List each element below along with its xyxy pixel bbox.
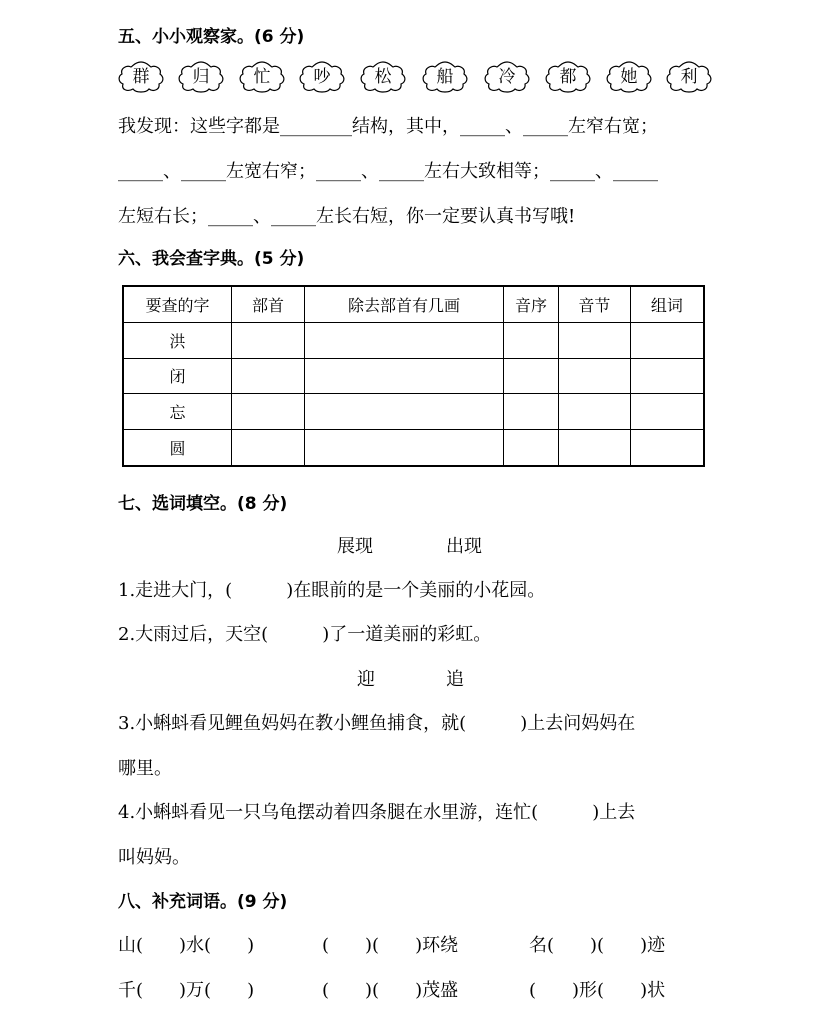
- answer-cell[interactable]: [558, 322, 630, 358]
- char-flower: [299, 61, 345, 93]
- char-flower: [239, 61, 285, 93]
- lookup-char: 忘: [123, 394, 232, 430]
- col-header: 音序: [504, 286, 559, 322]
- char-label: 都: [559, 67, 577, 87]
- word-choice: 迎: [357, 669, 375, 690]
- section-6-title: 六、我会查字典。(5 分): [118, 249, 305, 269]
- idiom-blank: 千( )万( ): [118, 980, 255, 1001]
- answer-cell[interactable]: [304, 322, 503, 358]
- idiom-blank: 名( )( )迹: [529, 935, 666, 956]
- section-5-title: 五、小小观察家。(6 分): [118, 27, 305, 47]
- word-choice: 追: [446, 669, 464, 690]
- answer-cell[interactable]: [504, 394, 559, 430]
- answer-cell[interactable]: [504, 358, 559, 394]
- lookup-char: 闭: [123, 358, 232, 394]
- question-4: 4.小蝌蚪看见一只乌龟摆动着四条腿在水里游，连忙( )上去: [118, 802, 636, 823]
- answer-cell[interactable]: [232, 358, 305, 394]
- table-header-row: [123, 286, 704, 322]
- question-3-cont: 哪里。: [118, 758, 172, 779]
- idiom-blank: ( )形( )状: [529, 980, 666, 1001]
- col-header: 音节: [558, 286, 630, 322]
- answer-cell[interactable]: [232, 430, 305, 467]
- answer-cell[interactable]: [304, 430, 503, 467]
- idiom-blank: ( )( )环绕: [322, 935, 459, 956]
- observation-line-2: _____、_____左宽右窄；_____、_____左右大致相等；_____、_____: [118, 161, 658, 182]
- char-label: 吵: [313, 67, 331, 87]
- char-label: 利: [680, 67, 698, 87]
- answer-cell[interactable]: [304, 358, 503, 394]
- word-choice: 展现: [337, 536, 373, 557]
- idiom-blank: ( )( )茂盛: [322, 980, 459, 1001]
- char-flower: [178, 61, 224, 93]
- col-header: 部首: [232, 286, 305, 322]
- char-flower: [545, 61, 591, 93]
- answer-cell[interactable]: [232, 394, 305, 430]
- char-flower: [118, 61, 164, 93]
- answer-cell[interactable]: [558, 358, 630, 394]
- char-label: 她: [620, 67, 638, 87]
- lookup-char: 圆: [123, 430, 232, 467]
- answer-cell[interactable]: [504, 430, 559, 467]
- table-row: [123, 430, 704, 467]
- char-flower: [484, 61, 530, 93]
- section-8-title: 八、补充词语。(9 分): [118, 892, 288, 912]
- answer-cell[interactable]: [630, 430, 704, 467]
- table-row: [123, 394, 704, 430]
- answer-cell[interactable]: [558, 394, 630, 430]
- char-label: 松: [374, 67, 392, 87]
- answer-cell[interactable]: [232, 322, 305, 358]
- table-row: [123, 322, 704, 358]
- char-flower: [422, 61, 468, 93]
- table-row: [123, 358, 704, 394]
- col-header: 除去部首有几画: [304, 286, 503, 322]
- word-choice: 出现: [446, 536, 482, 557]
- answer-cell[interactable]: [304, 394, 503, 430]
- char-flower: [666, 61, 712, 93]
- col-header: 要查的字: [123, 286, 232, 322]
- char-label: 船: [436, 67, 454, 87]
- question-2: 2.大雨过后，天空( )了一道美丽的彩虹。: [118, 624, 492, 645]
- observation-line-1: 我发现：这些字都是________结构，其中，_____、_____左窄右宽；: [118, 116, 658, 137]
- observation-line-3: 左短右长；_____、_____左长右短，你一定要认真书写哦!: [118, 206, 576, 227]
- idiom-blank: 山( )水( ): [118, 935, 255, 956]
- answer-cell[interactable]: [558, 430, 630, 467]
- answer-cell[interactable]: [504, 322, 559, 358]
- question-1: 1.走进大门，( )在眼前的是一个美丽的小花园。: [118, 580, 546, 601]
- answer-cell[interactable]: [630, 394, 704, 430]
- lookup-char: 洪: [123, 322, 232, 358]
- char-label: 归: [192, 67, 210, 87]
- col-header: 组词: [630, 286, 704, 322]
- dictionary-table: [122, 285, 705, 467]
- char-label: 忙: [253, 67, 271, 87]
- char-label: 冷: [498, 67, 516, 87]
- answer-cell[interactable]: [630, 322, 704, 358]
- section-7-title: 七、选词填空。(8 分): [118, 494, 288, 514]
- char-label: 群: [132, 67, 150, 87]
- char-flower: [606, 61, 652, 93]
- question-4-cont: 叫妈妈。: [118, 847, 190, 868]
- answer-cell[interactable]: [630, 358, 704, 394]
- char-flower: [360, 61, 406, 93]
- question-3: 3.小蝌蚪看见鲤鱼妈妈在教小鲤鱼捕食，就( )上去问妈妈在: [118, 713, 636, 734]
